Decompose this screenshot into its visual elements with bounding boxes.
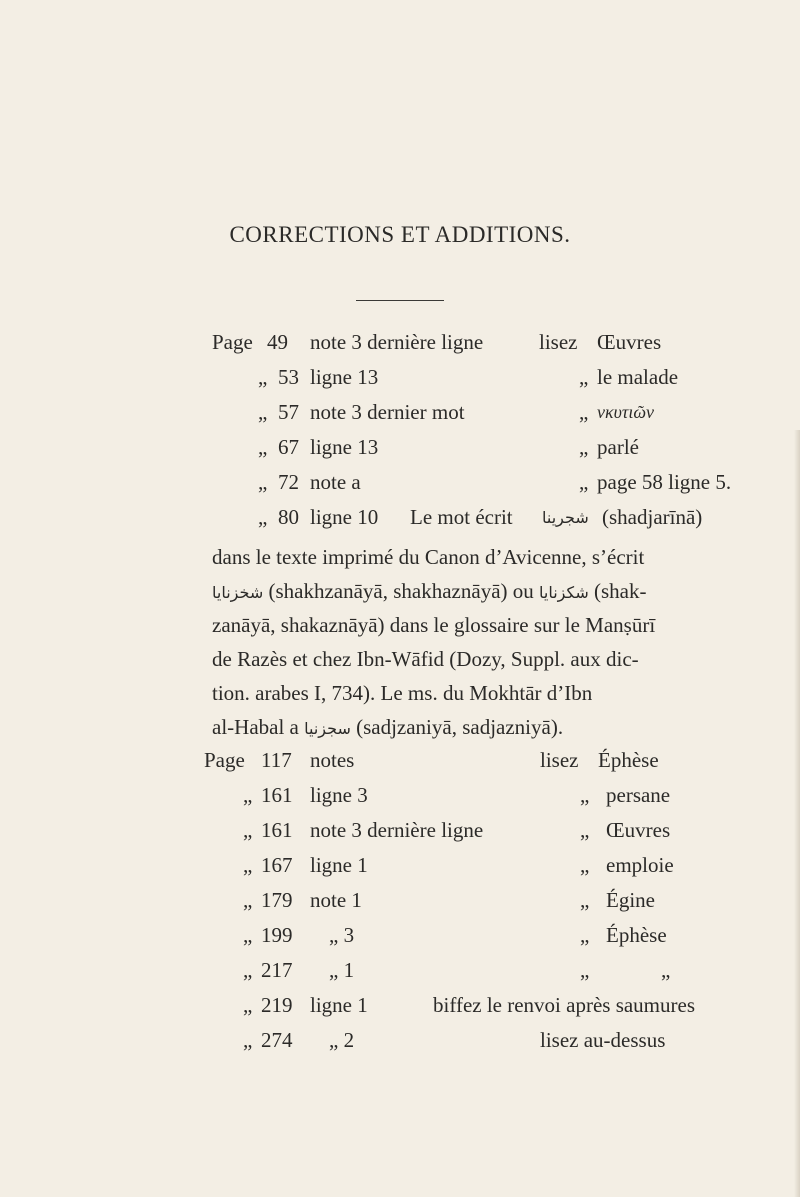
para-line: zanāyā, shakaznāyā) dans le glossaire sur le Manṣūrī	[212, 613, 656, 637]
correction-text: Éphèse	[606, 923, 667, 947]
page-number: 219	[261, 993, 293, 1017]
para-line	[212, 574, 732, 608]
correction-text: „	[661, 958, 671, 982]
correction-row	[0, 330, 800, 370]
page-number: 49	[267, 330, 288, 354]
location: ligne 3	[310, 783, 368, 807]
page-number: 72	[278, 470, 299, 494]
correction-row	[0, 853, 800, 893]
action: „	[580, 783, 590, 807]
correction-row	[0, 435, 800, 475]
correction-row	[0, 400, 800, 440]
correction-text: Éphèse	[598, 748, 659, 772]
page-number: 80	[278, 505, 299, 529]
page-label: „	[243, 853, 253, 877]
action: „	[579, 365, 589, 389]
correction-text: νκυτιῶν	[597, 402, 655, 422]
correction-row	[0, 1028, 800, 1068]
action: „	[580, 923, 590, 947]
para-line: tion. arabes I, 734). Le ms. du Mokhtār d’Ibn	[212, 681, 593, 705]
location: ligne 1	[310, 853, 368, 877]
page-label: „	[243, 888, 253, 912]
page-label: „	[258, 505, 268, 529]
page-label: „	[258, 435, 268, 459]
correction-text: lisez au-dessus	[540, 1028, 666, 1052]
correction-text: Œuvres	[606, 818, 671, 842]
page-number: 167	[261, 853, 293, 877]
page-label: Page	[212, 330, 253, 354]
location: ligne 1	[310, 993, 368, 1017]
location: „ 1	[329, 958, 355, 982]
page-label: „	[258, 365, 268, 389]
para-text: (sadjzaniyā, sadjazniyā).	[356, 715, 564, 739]
para-text: al-Habal a	[212, 715, 299, 739]
correction-row	[0, 365, 800, 405]
correction-paragraph	[212, 540, 732, 744]
location: ligne 13	[310, 365, 379, 389]
location: note a	[310, 470, 361, 494]
page-title: CORRECTIONS ET ADDITIONS.	[229, 222, 571, 247]
correction-text: page 58 ligne 5.	[597, 470, 732, 494]
location: note 3 dernière ligne	[310, 330, 484, 354]
page-label: Page	[204, 748, 245, 772]
location: ligne 13	[310, 435, 379, 459]
location: note 3 dernière ligne	[310, 818, 484, 842]
correction-row	[0, 818, 800, 858]
page-number: 217	[261, 958, 293, 982]
paragraph-entry-lead	[0, 505, 800, 545]
page-edge-shadow	[794, 430, 800, 1197]
location: „ 2	[329, 1028, 355, 1052]
correction-row	[0, 923, 800, 963]
divider	[356, 300, 444, 301]
page-number: 179	[261, 888, 293, 912]
page-label: „	[243, 993, 253, 1017]
page-label: „	[243, 783, 253, 807]
page-number: 57	[278, 400, 299, 424]
page-number: 161	[261, 783, 293, 807]
arabic-word: شجرينا	[542, 508, 589, 527]
correction-text: Œuvres	[597, 330, 662, 354]
action: „	[579, 435, 589, 459]
location: notes	[310, 748, 355, 772]
action: lisez	[539, 330, 578, 354]
action: „	[580, 958, 590, 982]
correction-text: biffez le renvoi après saumures	[433, 993, 696, 1017]
correction-text: persane	[606, 783, 671, 807]
arabic-word: شخزنايا	[212, 583, 264, 602]
location: note 1	[310, 888, 362, 912]
action: „	[579, 400, 589, 424]
correction-row	[0, 888, 800, 928]
action: „	[579, 470, 589, 494]
correction-row	[0, 783, 800, 823]
arabic-word: سجزنيا	[304, 719, 351, 738]
page-label: „	[243, 923, 253, 947]
correction-row	[0, 748, 800, 788]
location: ligne 10	[310, 505, 379, 529]
para-line: de Razès et chez Ibn-Wāfid (Dozy, Suppl. aux dic-	[212, 647, 639, 671]
location: „ 3	[329, 923, 355, 947]
para-text: (shakhzanāyā, shakhaznāyā) ou	[268, 579, 534, 603]
page-label: „	[258, 470, 268, 494]
para-line: dans le texte imprimé du Canon d’Avicenne, s’écrit	[212, 545, 645, 569]
action: „	[580, 818, 590, 842]
correction-row	[0, 958, 800, 998]
action: lisez	[540, 748, 579, 772]
arabic-word: شكزنايا	[539, 583, 589, 602]
correction-row	[0, 993, 800, 1033]
page-label: „	[243, 1028, 253, 1052]
page-label: „	[243, 958, 253, 982]
correction-text: parlé	[597, 435, 639, 459]
location: note 3 dernier mot	[310, 400, 465, 424]
page-number: 199	[261, 923, 293, 947]
correction-text: le malade	[597, 365, 679, 389]
page-number: 274	[261, 1028, 293, 1052]
page-label: „	[258, 400, 268, 424]
para-text: (shadjarīnā)	[602, 505, 703, 529]
page-label: „	[243, 818, 253, 842]
page-number: 117	[261, 748, 292, 772]
para-text: (shak-	[594, 579, 647, 603]
correction-text: Égine	[606, 888, 655, 912]
correction-text: emploie	[606, 853, 674, 877]
correction-row	[0, 470, 800, 510]
page-number: 67	[278, 435, 299, 459]
page-number: 161	[261, 818, 293, 842]
page-number: 53	[278, 365, 299, 389]
para-text: Le mot écrit	[410, 505, 513, 529]
action: „	[580, 888, 590, 912]
action: „	[580, 853, 590, 877]
para-line	[212, 710, 732, 744]
